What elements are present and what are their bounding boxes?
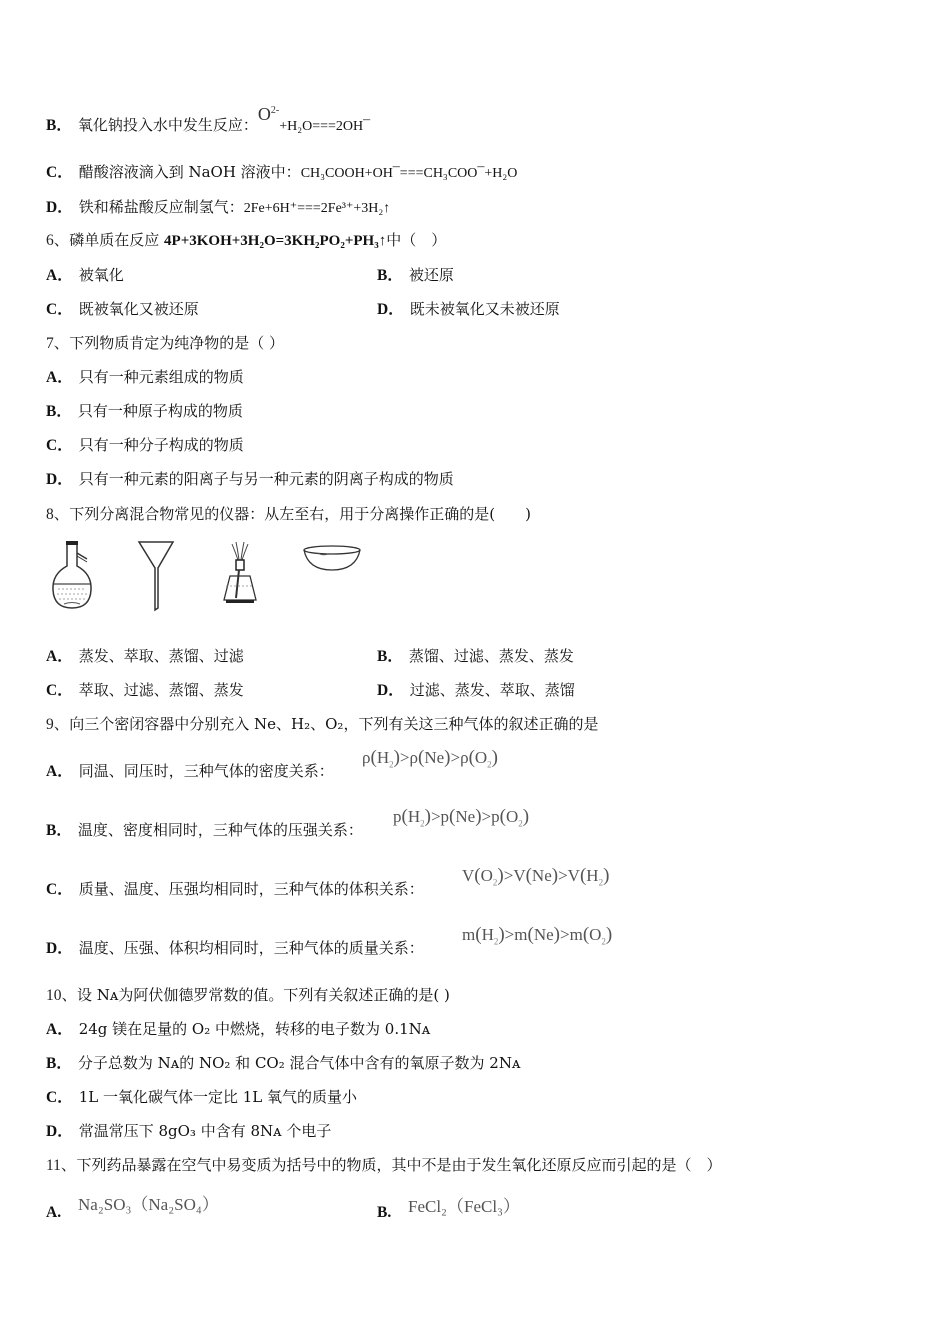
question-number: 8、 <box>46 506 70 523</box>
option-label: B． <box>46 117 72 134</box>
q9-stem <box>46 714 598 735</box>
option-label: B． <box>46 403 72 420</box>
q10-option-a[interactable] <box>46 1019 430 1040</box>
alcohol-lamp-icon <box>218 538 262 613</box>
q5-option-d <box>46 197 390 219</box>
q9-option-c[interactable] <box>46 879 424 900</box>
question-number: 10、 <box>46 987 78 1004</box>
equation: 2Fe+6H⁺===2Fe³⁺+3H₂↑ <box>243 201 391 216</box>
option-text: 温度、密度相同时，三种气体的压强关系： <box>77 821 363 839</box>
q9-option-d[interactable] <box>46 938 424 959</box>
question-number: 6、 <box>46 232 70 249</box>
option-label: C． <box>46 1089 73 1106</box>
q11-option-b[interactable] <box>377 1202 397 1223</box>
q7-option-b[interactable] <box>46 401 243 422</box>
option-label: B． <box>377 267 403 284</box>
question-text: 磷单质在反应 <box>69 231 165 249</box>
q9-a-relation: $\rho(H_2)>\rho(Ne)>\rho(O_2)$ <box>362 747 498 770</box>
option-text: 常温常压下 8gO₃ 中含有 8Nᴀ 个电子 <box>78 1122 332 1140</box>
option-label: A． <box>46 763 73 780</box>
option-text: 质量、温度、压强均相同时，三种气体的体积关系： <box>78 880 424 898</box>
option-label: A． <box>46 1021 73 1038</box>
option-text: 同温、同压时，三种气体的密度关系： <box>78 762 334 780</box>
option-text: 只有一种元素组成的物质 <box>78 368 244 386</box>
q5-option-b <box>46 104 371 137</box>
equation: 4P+3KOH+3H₂O=3KH₂PO₂+PH₃↑ <box>164 233 387 249</box>
option-text: 被还原 <box>408 266 454 284</box>
option-text: 既未被氧化又未被还原 <box>409 300 560 318</box>
option-label: C． <box>46 881 73 898</box>
option-label: D． <box>46 940 73 957</box>
option-text: 只有一种原子构成的物质 <box>77 402 243 420</box>
option-label: A. <box>46 1204 62 1221</box>
q10-option-c[interactable] <box>46 1087 357 1108</box>
q6-option-d[interactable] <box>377 299 560 320</box>
q9-c-relation: $V(O_2)>V(Ne)>V(H_2)$ <box>462 865 610 888</box>
equation: CH₃COOH+OH¯===CH₃COO¯+H₂O <box>300 166 518 181</box>
option-label: A． <box>46 267 73 284</box>
option-text: 被氧化 <box>78 266 124 284</box>
q10-option-d[interactable] <box>46 1121 331 1142</box>
option-text: 铁和稀盐酸反应制氢气： <box>78 198 244 216</box>
q7-stem <box>46 333 284 354</box>
option-label: D． <box>377 682 404 699</box>
q11-option-a[interactable] <box>46 1202 67 1223</box>
q5-option-c <box>46 162 517 184</box>
q11-b-formula: FeCl₂（FeCl₃） <box>408 1197 520 1216</box>
q8-option-d[interactable] <box>377 680 575 701</box>
option-text: 24g 镁在足量的 O₂ 中燃烧，转移的电子数为 0.1Nᴀ <box>78 1020 431 1038</box>
question-number: 9、 <box>46 716 70 733</box>
lab-instruments-figure <box>44 538 374 613</box>
q8-option-b[interactable] <box>377 646 574 667</box>
oxide-ion: $O^{2-}$ <box>257 104 280 124</box>
q11-stem <box>46 1155 721 1176</box>
q9-d-relation: $m(H_2)>m(Ne)>m(O_2)$ <box>462 924 613 947</box>
equation: +H₂O===2OH¯ <box>279 119 371 134</box>
q6-stem <box>46 230 446 251</box>
q11-a-formula: Na₂SO₃（Na₂SO₄） <box>78 1195 219 1214</box>
q8-option-a[interactable] <box>46 646 244 667</box>
option-label: C． <box>46 164 73 181</box>
question-number: 11、 <box>46 1157 77 1174</box>
option-text: 醋酸溶液滴入到 NaOH 溶液中： <box>78 163 301 181</box>
evaporating-dish-icon <box>302 538 362 578</box>
q6-option-c[interactable] <box>46 299 199 320</box>
option-label: D． <box>46 471 73 488</box>
question-number: 7、 <box>46 335 70 352</box>
distillation-flask-icon <box>48 538 96 613</box>
q8-stem <box>46 504 531 525</box>
option-label: D． <box>46 1123 73 1140</box>
q6-option-a[interactable] <box>46 265 124 286</box>
q7-option-c[interactable] <box>46 435 244 456</box>
option-text: 既被氧化又被还原 <box>78 300 199 318</box>
option-label: A． <box>46 648 73 665</box>
option-text: 蒸发、萃取、蒸馏、过滤 <box>78 647 244 665</box>
option-label: B． <box>377 648 403 665</box>
option-label: C． <box>46 301 73 318</box>
option-text: 温度、压强、体积均相同时，三种气体的质量关系： <box>78 939 424 957</box>
q6-option-b[interactable] <box>377 265 454 286</box>
q7-option-a[interactable] <box>46 367 244 388</box>
q10-stem <box>46 985 450 1006</box>
funnel-icon <box>136 538 176 613</box>
option-label: C． <box>46 437 73 454</box>
option-label: C． <box>46 682 73 699</box>
option-label: B． <box>46 822 72 839</box>
question-text: 向三个密闭容器中分别充入 Ne、H₂、O₂，下列有关这三种气体的叙述正确的是 <box>69 715 599 733</box>
question-text: 设 Nᴀ为阿伏伽德罗常数的值。下列有关叙述正确的是( ) <box>77 986 450 1004</box>
option-text: 只有一种元素的阳离子与另一种元素的阴离子构成的物质 <box>78 470 454 488</box>
q7-option-d[interactable] <box>46 469 454 490</box>
option-label: B． <box>46 1055 72 1072</box>
question-text: 中（ ） <box>386 231 447 249</box>
q9-option-b[interactable] <box>46 820 363 841</box>
q10-option-b[interactable] <box>46 1053 520 1074</box>
option-text: 分子总数为 Nᴀ的 NO₂ 和 CO₂ 混合气体中含有的氧原子数为 2Nᴀ <box>77 1054 521 1072</box>
option-label: D． <box>46 199 73 216</box>
option-label: A． <box>46 369 73 386</box>
option-text: 氧化钠投入水中发生反应： <box>77 116 258 134</box>
option-text: 1L 一氧化碳气体一定比 1L 氧气的质量小 <box>78 1088 358 1106</box>
option-text: 蒸馏、过滤、蒸发、蒸发 <box>408 647 574 665</box>
q9-option-a[interactable] <box>46 761 334 782</box>
option-label: B. <box>377 1204 392 1221</box>
option-label: D． <box>377 301 404 318</box>
option-text: 萃取、过滤、蒸馏、蒸发 <box>78 681 244 699</box>
option-text: 过滤、蒸发、萃取、蒸馏 <box>409 681 575 699</box>
q8-option-c[interactable] <box>46 680 244 701</box>
option-text: 只有一种分子构成的物质 <box>78 436 244 454</box>
question-text: 下列药品暴露在空气中易变质为括号中的物质，其中不是由于发生氧化还原反应而引起的是（ ） <box>76 1156 722 1174</box>
q9-b-relation: $p(H_2)>p(Ne)>p(O_2)$ <box>393 806 530 829</box>
question-text: 下列物质肯定为纯净物的是（ ） <box>69 334 285 352</box>
question-text: 下列分离混合物常见的仪器：从左至右，用于分离操作正确的是( ) <box>69 505 531 523</box>
